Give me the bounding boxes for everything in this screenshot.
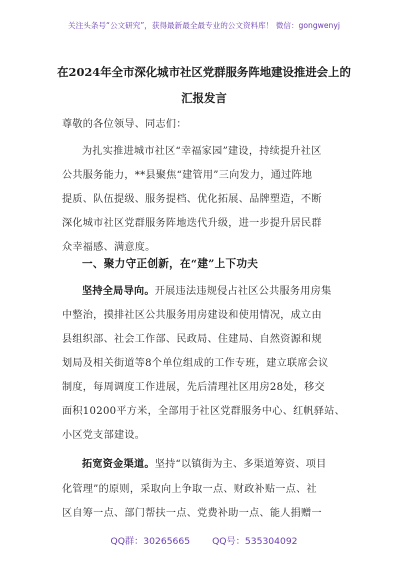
- paragraph-line: 化管理”的原则，采取向上争取一点、财政补贴一点、社: [62, 484, 317, 495]
- paragraph-first-line: [82, 458, 327, 472]
- section-heading: 一、聚力守正创新，在“建”上下功夫: [82, 258, 259, 270]
- document-title-line-2: 汇报发言: [181, 91, 227, 105]
- salutation: 尊敬的各位领导、同志们：: [62, 119, 187, 130]
- paragraph-line: 制度，每周调度工作进展，先后清理社区用房28处，移交: [62, 382, 325, 393]
- paragraph-text: 坚持“以镇街为主、多渠道筹资、项目: [154, 459, 327, 470]
- paragraph-line: 划局及相关街道等8个单位组成的工作专班，建立联席会议: [62, 358, 329, 369]
- paragraph-line: 县组织部、社会工作部、民政局、住建局、自然资源和规: [62, 334, 322, 345]
- intro-line: 提质、队伍提级、服务提档、优化拓展、品牌塑造，不断: [62, 194, 322, 205]
- footer-contact: [0, 533, 408, 547]
- paragraph-lead: 拓宽资金渠道。: [82, 459, 155, 470]
- intro-line: 众幸福感、满意度。: [62, 242, 156, 253]
- intro-line: 为扎实推进城市社区“幸福家园”建设，持续提升社区: [82, 146, 322, 157]
- promo-banner: 关注头条号“公文研究”，获得最新最全最专业的公文资料库！ 微信：gongwenyj: [68, 21, 340, 30]
- intro-line: 深化城市社区党群服务阵地迭代升级，进一步提升居民群: [62, 218, 322, 229]
- paragraph-first-line: [82, 285, 331, 299]
- paragraph-line: 面积10200平方米，全部用于社区党群服务中心、红帆驿站、: [62, 406, 346, 417]
- paragraph-line: 小区党支部建设。: [62, 430, 146, 441]
- footer-qq-group: QQ群：30265665: [110, 536, 191, 547]
- document-title-line-1: 在2024年全市深化城市社区党群服务阵地建设推进会上的: [57, 65, 351, 79]
- paragraph-line: 区自筹一点、部门帮扶一点、党费补助一点、能人捐赠一: [62, 508, 322, 519]
- footer-qq-number: QQ号：535304092: [212, 536, 298, 547]
- intro-line: 公共服务能力，**县聚焦“建管用”三向发力，通过阵地: [62, 170, 313, 181]
- paragraph-line: 中整治，摸排社区公共服务用房建设和使用情况，成立由: [62, 310, 322, 321]
- paragraph-lead: 坚持全局导向。: [82, 286, 155, 297]
- paragraph-text: 开展违法违规侵占社区公共服务用房集: [154, 286, 332, 297]
